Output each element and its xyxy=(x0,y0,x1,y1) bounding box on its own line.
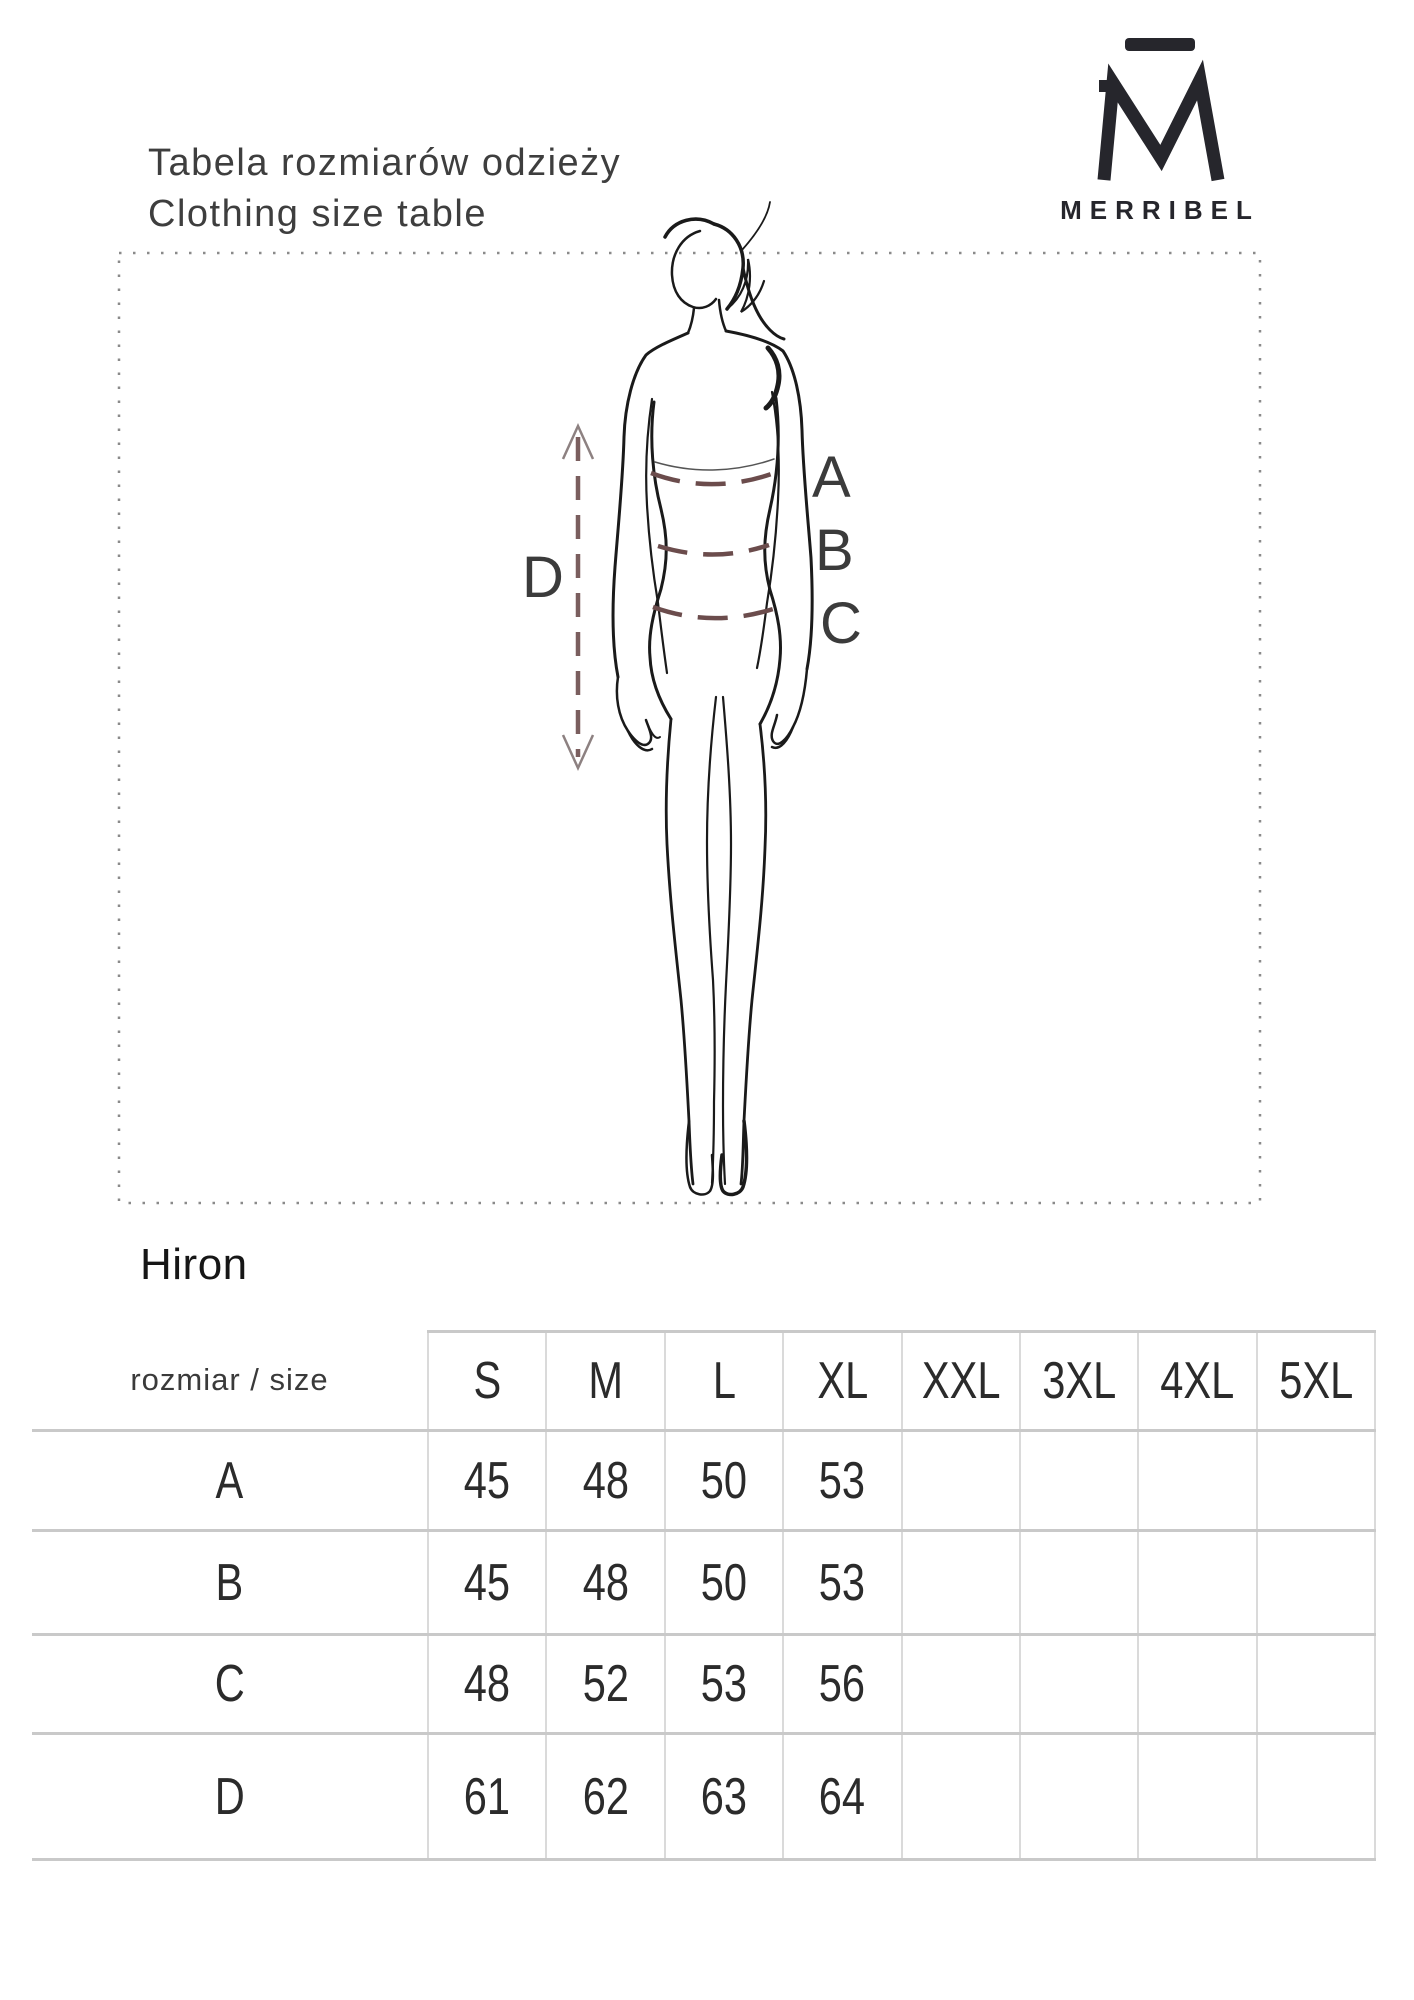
arrow-up-icon xyxy=(563,426,593,459)
label-waist-b: B xyxy=(815,518,854,583)
size-value-cell: 50 xyxy=(665,1531,783,1635)
size-value-cell xyxy=(902,1431,1020,1531)
label-hip-c: C xyxy=(820,591,862,656)
size-value-cell: 53 xyxy=(665,1635,783,1734)
size-value-cell: 48 xyxy=(546,1431,664,1531)
size-column-header: L xyxy=(665,1332,783,1431)
table-header-row xyxy=(32,1332,1375,1431)
size-column-header: 3XL xyxy=(1020,1332,1138,1431)
size-value-cell: 45 xyxy=(428,1431,546,1531)
row-label: C xyxy=(32,1635,428,1734)
size-value-cell: 62 xyxy=(546,1734,664,1860)
size-value-cell xyxy=(1138,1734,1256,1860)
row-label: A xyxy=(32,1431,428,1531)
size-column-header: XL xyxy=(783,1332,901,1431)
size-value-cell: 53 xyxy=(783,1531,901,1635)
size-column-header: 5XL xyxy=(1257,1332,1375,1431)
size-value-cell xyxy=(1138,1635,1256,1734)
size-value-cell: 64 xyxy=(783,1734,901,1860)
arrow-down-icon xyxy=(563,735,593,768)
size-column-header: XXL xyxy=(902,1332,1020,1431)
size-value-cell: 52 xyxy=(546,1635,664,1734)
brand-name: MERRIBEL xyxy=(1060,195,1260,225)
waist-measure-line xyxy=(658,545,769,555)
size-value-cell: 48 xyxy=(428,1635,546,1734)
figure-sketch xyxy=(613,202,812,1194)
label-height-d: D xyxy=(522,545,564,610)
size-value-cell xyxy=(1257,1635,1375,1734)
size-value-cell xyxy=(1257,1531,1375,1635)
size-value-cell: 63 xyxy=(665,1734,783,1860)
size-value-cell xyxy=(902,1531,1020,1635)
table-row xyxy=(32,1531,1375,1635)
size-value-cell xyxy=(1020,1635,1138,1734)
label-bust-a: A xyxy=(812,445,851,510)
size-value-cell xyxy=(1020,1531,1138,1635)
merribel-m-icon xyxy=(1040,28,1280,188)
row-header-label: rozmiar / size xyxy=(32,1332,428,1431)
size-value-cell: 53 xyxy=(783,1431,901,1531)
size-value-cell xyxy=(1257,1431,1375,1531)
row-label: B xyxy=(32,1531,428,1635)
brand-logo xyxy=(1040,28,1280,226)
table-row xyxy=(32,1734,1375,1860)
table-row xyxy=(32,1431,1375,1531)
size-table xyxy=(32,1330,1376,1861)
size-value-cell xyxy=(902,1734,1020,1860)
size-value-cell xyxy=(1020,1431,1138,1531)
hip-measure-line xyxy=(653,606,782,618)
size-value-cell xyxy=(1020,1734,1138,1860)
title-line-english: Clothing size table xyxy=(148,193,488,235)
row-label: D xyxy=(32,1734,428,1860)
bust-measure-line xyxy=(651,472,777,484)
size-column-header: M xyxy=(546,1332,664,1431)
table-row xyxy=(32,1635,1375,1734)
size-column-header: 4XL xyxy=(1138,1332,1256,1431)
size-value-cell xyxy=(1138,1431,1256,1531)
size-value-cell xyxy=(902,1635,1020,1734)
size-column-header: S xyxy=(428,1332,546,1431)
product-name: Hiron xyxy=(140,1240,248,1289)
size-value-cell xyxy=(1138,1531,1256,1635)
size-value-cell xyxy=(1257,1734,1375,1860)
size-value-cell: 56 xyxy=(783,1635,901,1734)
title-line-polish: Tabela rozmiarów odzieży xyxy=(148,142,622,184)
size-value-cell: 50 xyxy=(665,1431,783,1531)
size-value-cell: 48 xyxy=(546,1531,664,1635)
size-value-cell: 61 xyxy=(428,1734,546,1860)
size-value-cell: 45 xyxy=(428,1531,546,1635)
dotted-frame xyxy=(119,253,1260,1203)
page-title xyxy=(148,138,621,240)
